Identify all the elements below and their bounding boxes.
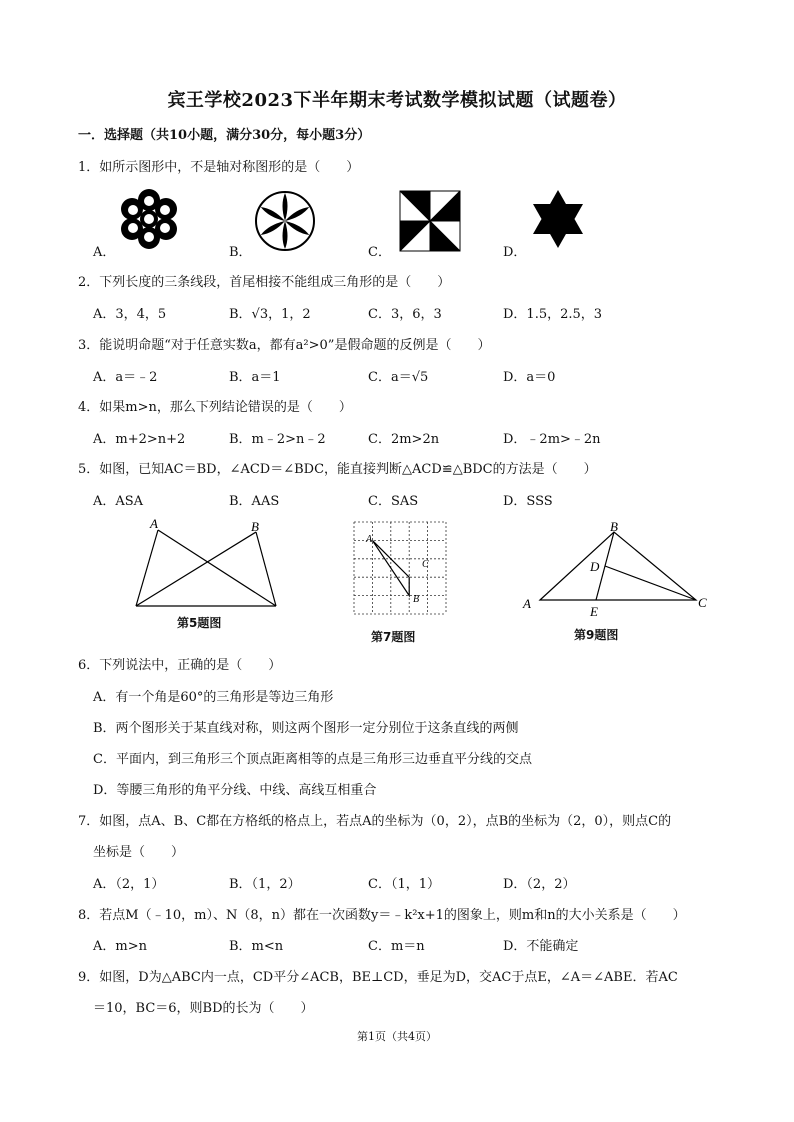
q3-option-c: C．a＝√5 xyxy=(368,370,429,385)
page-title: 宾王学校2023下半年期末考试数学模拟试题（试题卷） xyxy=(167,90,627,111)
fig5-caption: 第5题图 xyxy=(177,616,222,630)
q4-option-b: B．m﹣2>n﹣2 xyxy=(229,432,326,447)
figure-q5 xyxy=(128,518,288,610)
q4-option-c: C．2m>2n xyxy=(368,432,440,447)
fig5-label-a: A xyxy=(150,516,158,531)
question-4: 4．如果m>n，那么下列结论错误的是（ ） xyxy=(78,400,352,415)
q7-option-b: B．（1，2） xyxy=(229,877,301,892)
q7-option-a: A．（2，1） xyxy=(93,877,165,892)
question-7-cont: 坐标是（ ） xyxy=(93,845,185,860)
q5-option-d: D．SSS xyxy=(503,494,553,509)
fig7-label-c: C xyxy=(422,559,429,570)
q1-option-b: B． xyxy=(229,245,252,260)
q7-option-c: C．（1，1） xyxy=(368,877,440,892)
q3-option-b: B．a＝1 xyxy=(229,370,281,385)
q1-option-c: C． xyxy=(368,245,391,260)
fig9-label-a: A xyxy=(523,596,531,611)
figure-q1-a xyxy=(117,188,181,250)
figure-q7 xyxy=(354,522,450,618)
question-9: 9．如图，D为△ABC内一点，CD平分∠ACB，BE⊥CD，垂足为D，交AC于点E，∠A＝∠ABE．若AC xyxy=(78,970,678,985)
q3-option-d: D．a＝0 xyxy=(503,370,556,385)
q3-option-a: A．a＝﹣2 xyxy=(93,370,158,385)
question-1: 1．如所示图形中，不是轴对称图形的是（ ） xyxy=(78,160,360,175)
q1-option-a: A． xyxy=(93,245,116,260)
q5-option-b: B．AAS xyxy=(229,494,280,509)
question-7: 7．如图，点A、B、C都在方格纸的格点上，若点A的坐标为（0，2），点B的坐标为（2，0），则点C的 xyxy=(78,814,672,829)
q2-option-b: B．√3，1，2 xyxy=(229,307,311,322)
figure-q1-d xyxy=(529,188,587,250)
question-3: 3．能说明命题“对于任意实数a，都有a²>0”是假命题的反例是（ ） xyxy=(78,338,491,353)
q1-option-d: D． xyxy=(503,245,527,260)
q6-option-c: C．平面内，到三角形三个顶点距离相等的点是三角形三边垂直平分线的交点 xyxy=(93,752,532,767)
q4-option-d: D．﹣2m>﹣2n xyxy=(503,432,601,447)
figure-q1-c xyxy=(399,190,461,252)
question-8: 8．若点M（﹣10，m）、N（8，n）都在一次函数y＝﹣k²x+1的图象上，则m和n的大小关系是（ ） xyxy=(78,908,686,923)
q8-option-a: A．m>n xyxy=(93,939,147,954)
q2-option-d: D．1.5，2.5，3 xyxy=(503,307,603,322)
section-heading: 一．选择题（共10小题，满分30分，每小题3分） xyxy=(78,128,371,143)
q5-option-c: C．SAS xyxy=(368,494,419,509)
fig7-caption: 第7题图 xyxy=(371,630,416,644)
q8-option-d: D．不能确定 xyxy=(503,939,579,954)
page-footer: 第1页（共4页） xyxy=(357,1030,437,1043)
q6-option-a: A．有一个角是60°的三角形是等边三角形 xyxy=(93,690,334,705)
figure-q9 xyxy=(520,518,716,618)
q4-option-a: A．m+2>n+2 xyxy=(93,432,186,447)
q7-option-d: D．（2，2） xyxy=(503,877,576,892)
fig9-label-d: D xyxy=(590,559,600,574)
fig9-caption: 第9题图 xyxy=(574,628,619,642)
figure-q1-b xyxy=(254,190,316,252)
q2-option-c: C．3，6，3 xyxy=(368,307,442,322)
fig5-label-b: B xyxy=(251,519,259,534)
fig9-label-b: B xyxy=(610,519,618,534)
fig7-label-b: B xyxy=(413,594,420,605)
q5-option-a: A．ASA xyxy=(93,494,144,509)
fig9-label-c: C xyxy=(698,595,707,610)
q8-option-c: C．m＝n xyxy=(368,939,425,954)
q2-option-a: A．3，4，5 xyxy=(93,307,167,322)
q6-option-b: B．两个图形关于某直线对称，则这两个图形一定分别位于这条直线的两侧 xyxy=(93,721,519,736)
fig9-label-e: E xyxy=(590,604,598,619)
q8-option-b: B．m<n xyxy=(229,939,284,954)
q6-option-d: D．等腰三角形的角平分线、中线、高线互相重合 xyxy=(93,783,377,798)
question-6: 6．下列说法中，正确的是（ ） xyxy=(78,658,282,673)
question-5: 5．如图，已知AC＝BD，∠ACD＝∠BDC，能直接判断△ACD≌△BDC的方法是（ ） xyxy=(78,462,597,477)
question-9-cont: ＝10，BC＝6，则BD的长为（ ） xyxy=(93,1001,314,1016)
question-2: 2．下列长度的三条线段，首尾相接不能组成三角形的是（ ） xyxy=(78,275,451,290)
fig7-label-a: A xyxy=(366,534,373,545)
